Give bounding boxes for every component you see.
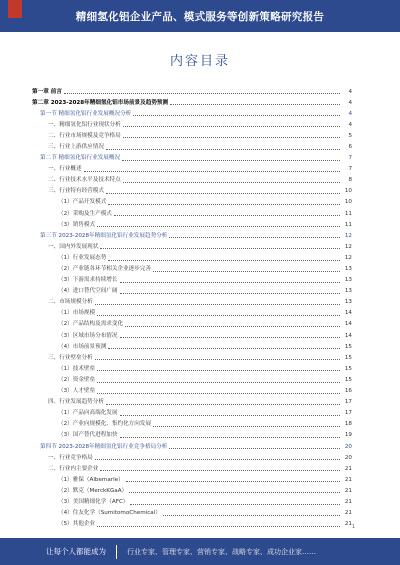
toc-entry[interactable] <box>32 239 352 250</box>
toc-leader-dots <box>64 93 340 94</box>
toc-leader-dots <box>120 437 341 438</box>
toc-entry[interactable] <box>32 95 352 106</box>
toc-entry[interactable] <box>32 162 352 173</box>
toc-entry[interactable] <box>32 439 352 450</box>
toc-entry-text: （3）区域市场分布情况 <box>58 332 118 339</box>
toc-entry-page: 18 <box>344 421 352 428</box>
toc-leader-dots <box>95 359 340 360</box>
toc-entry[interactable] <box>32 173 352 184</box>
toc-entry-text: 三、行业上游供应情况 <box>48 143 104 150</box>
toc-entry[interactable] <box>32 273 352 284</box>
toc-entry[interactable] <box>32 361 352 372</box>
toc-entry-text: （3）美国精细化学（AFC） <box>58 498 129 505</box>
toc-leader-dots <box>120 282 341 283</box>
toc-entry[interactable] <box>32 306 352 317</box>
toc-entry-text: （2）资金壁垒 <box>58 376 96 383</box>
toc-entry-text: （1）雅保（Albemarle） <box>58 476 124 483</box>
toc-entry-page: 6 <box>348 143 352 150</box>
toc-entry[interactable] <box>32 406 352 417</box>
toc-leader-dots <box>120 293 341 294</box>
toc-leader-dots <box>114 215 340 216</box>
toc-entry-page: 15 <box>344 365 352 372</box>
toc-entry-text: （2）产品结构及需求变化 <box>58 321 124 328</box>
toc-leader-dots <box>163 515 340 516</box>
toc-entry-text: 一、精细氢化铝行业现状分析 <box>48 121 121 128</box>
toc-entry-text: 第一节 精细氢化铝行业发展概况分析 <box>40 110 132 117</box>
toc-entry[interactable] <box>32 506 352 517</box>
toc-entry-text: （2）采购及生产模式 <box>58 210 112 217</box>
corner-bookmark <box>8 0 22 18</box>
toc-entry-page: 13 <box>344 288 352 295</box>
toc-leader-dots <box>97 315 340 316</box>
toc-entry-page: 21 <box>344 465 352 472</box>
toc-entry[interactable] <box>32 228 352 239</box>
report-title: 精细氢化铝企业产品、模式服务等创新策略研究报告 <box>75 10 325 23</box>
toc-entry-page: 10 <box>344 199 352 206</box>
toc-entry-page: 5 <box>348 132 352 139</box>
toc-entry[interactable] <box>32 250 352 261</box>
toc-leader-dots <box>125 326 340 327</box>
toc-entry-page: 19 <box>344 432 352 439</box>
toc-leader-dots <box>108 204 340 205</box>
toc-leader-dots <box>100 248 340 249</box>
toc-leader-dots <box>97 382 340 383</box>
toc-entry-page: 16 <box>344 388 352 395</box>
toc-entry-text: （1）产品向高端化发展 <box>58 410 118 417</box>
toc-entry-text: （2）产业链各环节相关企业逐步完善 <box>58 266 152 272</box>
toc-entry[interactable] <box>32 384 352 395</box>
toc-entry-page: 13 <box>344 299 352 306</box>
page-number: 1 <box>352 524 356 530</box>
toc-entry[interactable] <box>32 206 352 217</box>
toc-entry[interactable] <box>32 151 352 162</box>
toc-entry-page: 12 <box>344 243 352 250</box>
toc-entry-text: （4）住友化学（SumitomoChemical） <box>58 510 161 517</box>
toc-entry-page: 20 <box>344 443 352 450</box>
report-footer <box>0 538 400 565</box>
toc-entry-page: 14 <box>344 332 352 339</box>
toc-entry[interactable] <box>32 117 352 128</box>
toc-leader-dots <box>170 104 340 105</box>
toc-leader-dots <box>126 481 340 482</box>
toc-leader-dots <box>97 393 340 394</box>
toc-entry[interactable] <box>32 450 352 461</box>
toc-leader-dots <box>169 237 340 238</box>
toc-entry-page: 11 <box>344 210 352 217</box>
toc-entry[interactable] <box>32 84 352 95</box>
toc-entry-text: （3）销售模式 <box>58 221 96 228</box>
toc-entry-text: （4）进口替代空间广阔 <box>58 288 118 295</box>
toc-leader-dots <box>108 348 340 349</box>
toc-entry-text: 一、行业概述 <box>48 166 82 173</box>
toc-leader-dots <box>84 171 340 172</box>
toc-entry-page: 21 <box>344 498 352 505</box>
toc-entry-page: 4 <box>348 110 352 117</box>
footer-tagline: 行业专家、管理专家、营销专家、战略专家、成功企业家…… <box>127 547 316 556</box>
toc-leader-dots <box>129 492 340 493</box>
toc-leader-dots <box>106 404 340 405</box>
toc-entry-text: 一、行业竞争格局 <box>48 454 93 461</box>
toc-entry-text: （3）下游需求持续增长 <box>58 277 118 284</box>
footer-divider <box>116 545 117 559</box>
toc-entry-page: 15 <box>344 343 352 350</box>
toc-entry-text: （5）其他企业 <box>58 521 96 528</box>
toc-entry[interactable] <box>32 339 352 350</box>
toc-entry[interactable] <box>32 328 352 339</box>
toc-entry[interactable] <box>32 184 352 195</box>
toc-leader-dots <box>106 149 340 150</box>
toc-entry-page: 14 <box>344 321 352 328</box>
toc-entry[interactable] <box>32 517 352 528</box>
toc-entry[interactable] <box>32 350 352 361</box>
toc-entry-page: 13 <box>344 266 352 272</box>
toc-leader-dots <box>169 448 340 449</box>
toc-entry[interactable] <box>32 317 352 328</box>
toc-entry-page: 10 <box>344 188 352 195</box>
toc-entry-text: （1）技术壁垒 <box>58 365 96 372</box>
toc-entry-text: 三、行业壁垒分析 <box>48 354 93 361</box>
toc-heading: 内容目录 <box>169 54 230 69</box>
toc-entry[interactable] <box>32 295 352 306</box>
toc-entry-page: 12 <box>344 254 352 261</box>
toc-leader-dots <box>153 271 340 272</box>
toc-leader-dots <box>120 415 341 416</box>
toc-entry-page: 7 <box>348 166 352 173</box>
toc-entry-page: 13 <box>344 277 352 284</box>
toc-leader-dots <box>106 193 340 194</box>
toc-entry-page: 4 <box>348 88 352 95</box>
toc-leader-dots <box>123 126 340 127</box>
toc-entry[interactable] <box>32 106 352 117</box>
toc-entry[interactable] <box>32 461 352 472</box>
toc-entry[interactable] <box>32 494 352 505</box>
toc-entry[interactable] <box>32 483 352 494</box>
toc-entry[interactable] <box>32 395 352 406</box>
toc-entry-text: 第二章 2023-2028年精细氢化铝市场前景及趋势预测 <box>32 99 169 106</box>
toc-entry[interactable] <box>32 284 352 295</box>
toc-leader-dots <box>133 115 340 116</box>
toc-entry-page: 17 <box>344 410 352 417</box>
toc-leader-dots <box>123 137 340 138</box>
toc-entry-page: 4 <box>348 99 352 106</box>
toc-entry-text: 三、行业特有经营模式 <box>48 188 104 195</box>
table-of-contents <box>32 84 352 528</box>
toc-entry-page: 7 <box>348 155 352 162</box>
toc-entry-text: （3）国产替代进程加快 <box>58 432 118 439</box>
toc-entry-text: 二、行业技术水平及技术特点 <box>48 177 121 184</box>
toc-entry[interactable] <box>32 428 352 439</box>
toc-entry[interactable] <box>32 262 352 273</box>
toc-leader-dots <box>122 160 340 161</box>
toc-entry-page: 20 <box>344 454 352 461</box>
toc-entry[interactable] <box>32 217 352 228</box>
toc-entry-text: （3）人才壁垒 <box>58 388 96 395</box>
toc-entry-page: 12 <box>344 232 352 239</box>
toc-entry[interactable] <box>32 417 352 428</box>
toc-entry[interactable] <box>32 139 352 150</box>
toc-leader-dots <box>153 426 340 427</box>
toc-entry-text: 第三节 2023-2028年精细氢化铝行业发展趋势分析 <box>40 232 168 239</box>
footer-slogan: 让每个人都能成为 <box>46 547 106 556</box>
toc-leader-dots <box>130 504 340 505</box>
toc-entry-page: 21 <box>344 521 352 528</box>
report-header <box>0 0 400 32</box>
toc-entry-text: 二、行业市场规模及竞争格局 <box>48 132 121 139</box>
toc-entry-page: 11 <box>344 221 352 228</box>
toc-entry-text: 二、市场规模分析 <box>48 299 93 306</box>
toc-entry-text: （1）行业发展态势 <box>58 254 107 261</box>
toc-entry-page: 4 <box>348 121 352 128</box>
toc-leader-dots <box>97 526 340 527</box>
toc-entry-page: 21 <box>344 510 352 517</box>
toc-entry-text: 第二节 精细氢化铝行业发展概况 <box>40 155 121 162</box>
toc-leader-dots <box>100 470 340 471</box>
toc-leader-dots <box>120 337 341 338</box>
toc-leader-dots <box>95 304 340 305</box>
toc-entry-page: 17 <box>344 399 352 406</box>
toc-entry-text: 第四节 2023-2028年精细氢化铝行业竞争格局分析 <box>40 443 168 450</box>
toc-entry-text: （2）默克（MerckKGaA） <box>58 487 128 494</box>
toc-entry-text: 二、行业内主要企业 <box>48 465 99 472</box>
toc-entry-text: 一、国内外发展现状 <box>48 243 99 250</box>
toc-entry-page: 14 <box>344 310 352 317</box>
toc-entry-text: （4）市场前景预测 <box>58 343 107 350</box>
toc-entry-page: 21 <box>344 487 352 494</box>
toc-entry-page: 8 <box>348 177 352 184</box>
toc-entry-text: （1）市场规模 <box>58 310 96 317</box>
toc-entry-page: 15 <box>344 354 352 361</box>
toc-entry-page: 15 <box>344 376 352 383</box>
toc-entry[interactable] <box>32 472 352 483</box>
toc-entry-page: 21 <box>344 476 352 483</box>
toc-leader-dots <box>95 459 340 460</box>
toc-leader-dots <box>108 260 340 261</box>
toc-entry-text: （1）产品开发模式 <box>58 199 107 206</box>
toc-entry[interactable] <box>32 195 352 206</box>
toc-entry-text: 四、行业发展趋势分析 <box>48 399 104 406</box>
toc-leader-dots <box>123 182 340 183</box>
toc-entry[interactable] <box>32 372 352 383</box>
toc-entry-text: 第一章 前言 <box>32 88 62 95</box>
toc-leader-dots <box>97 226 340 227</box>
toc-leader-dots <box>97 370 340 371</box>
toc-entry-text: （2）产业向规模化、集约化方向发展 <box>58 421 152 428</box>
toc-entry[interactable] <box>32 128 352 139</box>
